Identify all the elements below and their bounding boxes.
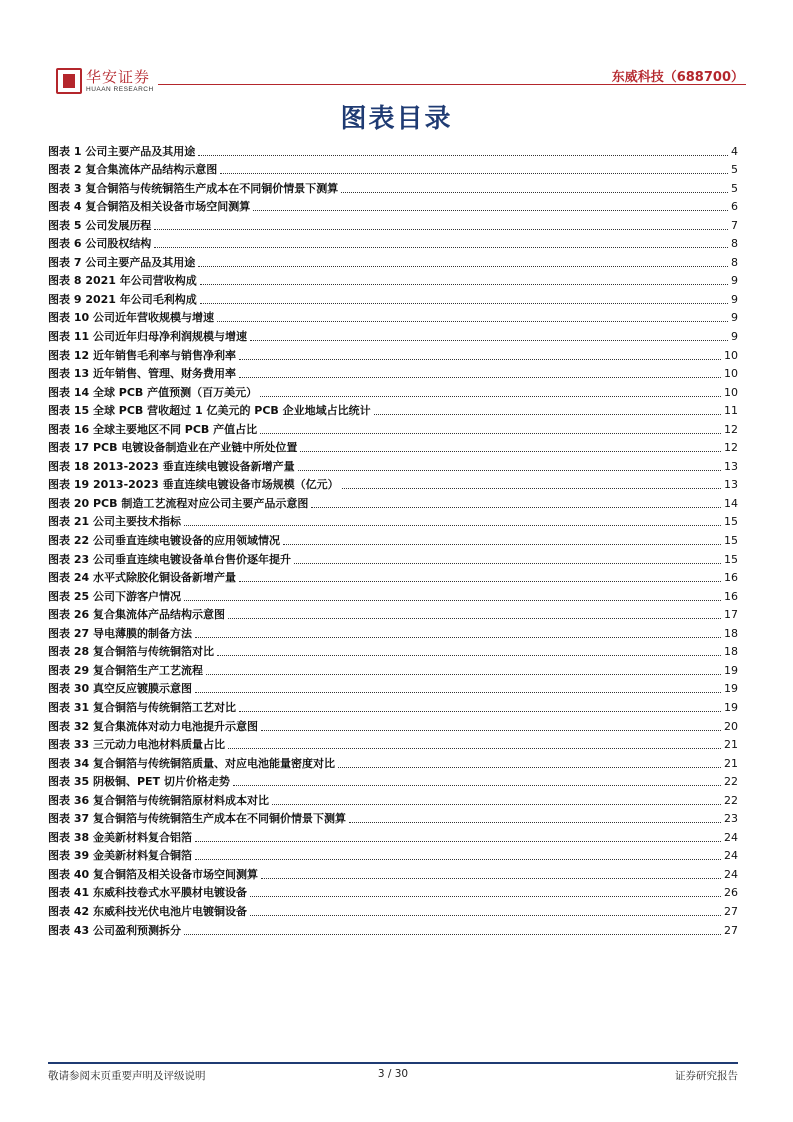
toc-dot-leader xyxy=(198,155,728,156)
toc-entry[interactable] xyxy=(48,214,738,233)
toc-dot-leader xyxy=(233,785,721,786)
toc-entry-label[interactable]: 图表 8 2021 年公司营收构成 xyxy=(48,274,197,288)
toc-entry[interactable] xyxy=(48,678,738,697)
toc-entry-page[interactable]: 14 xyxy=(724,496,738,510)
toc-entry-label[interactable]: 图表 32 复合集流体对动力电池提升示意图 xyxy=(48,719,258,733)
huaan-logo-icon xyxy=(56,68,82,94)
toc-dot-leader xyxy=(195,841,721,842)
toc-entry[interactable] xyxy=(48,344,738,363)
toc-entry[interactable] xyxy=(48,288,738,307)
toc-entry-page[interactable]: 18 xyxy=(724,626,738,640)
toc-entry-label[interactable]: 图表 22 公司垂直连续电镀设备的应用领域情况 xyxy=(48,534,280,548)
toc-entry-page[interactable]: 22 xyxy=(724,793,738,807)
toc-entry-label[interactable]: 图表 36 复合铜箔与传统铜箔原材料成本对比 xyxy=(48,793,269,807)
toc-entry-page[interactable]: 15 xyxy=(724,515,738,529)
toc-entry-label[interactable]: 图表 30 真空反应镀膜示意图 xyxy=(48,682,192,696)
toc-entry[interactable] xyxy=(48,140,738,159)
toc-entry-label[interactable]: 图表 42 东威科技光伏电池片电镀铜设备 xyxy=(48,904,247,918)
toc-entry-label[interactable]: 图表 4 复合铜箔及相关设备市场空间测算 xyxy=(48,200,251,214)
toc-dot-leader xyxy=(298,470,721,471)
toc-dot-leader xyxy=(184,525,721,526)
toc-entry-page[interactable]: 12 xyxy=(724,441,738,455)
toc-entry-label[interactable]: 图表 41 东威科技卷式水平膜材电镀设备 xyxy=(48,886,247,900)
toc-dot-leader xyxy=(239,711,721,712)
toc-entry-page[interactable]: 20 xyxy=(724,719,738,733)
toc-entry[interactable] xyxy=(48,789,738,808)
toc-entry-label[interactable]: 图表 38 金美新材料复合铝箔 xyxy=(48,830,192,844)
toc-entry-label[interactable]: 图表 17 PCB 电镀设备制造业在产业链中所处位置 xyxy=(48,441,298,455)
toc-entry-label[interactable]: 图表 25 公司下游客户情况 xyxy=(48,589,181,603)
toc-dot-leader xyxy=(206,674,721,675)
toc-dot-leader xyxy=(261,878,721,879)
toc-dot-leader xyxy=(294,563,721,564)
toc-entry[interactable] xyxy=(48,270,738,289)
toc-dot-leader xyxy=(250,340,728,341)
toc-dot-leader xyxy=(311,507,721,508)
toc-dot-leader xyxy=(260,433,721,434)
toc-entry[interactable] xyxy=(48,251,738,270)
toc-entry-page[interactable]: 23 xyxy=(724,812,738,826)
toc-entry[interactable] xyxy=(48,437,738,456)
toc-entry-label[interactable]: 图表 34 复合铜箔与传统铜箔质量、对应电池能量密度对比 xyxy=(48,756,335,770)
toc-entry-page[interactable]: 15 xyxy=(724,534,738,548)
toc-entry[interactable] xyxy=(48,863,738,882)
toc-entry-label[interactable]: 图表 10 公司近年营收规模与增速 xyxy=(48,311,214,325)
toc-entry[interactable] xyxy=(48,159,738,178)
toc-dot-leader xyxy=(200,284,728,285)
toc-dot-leader xyxy=(217,655,721,656)
toc-dot-leader xyxy=(261,730,721,731)
toc-entry-page[interactable]: 24 xyxy=(724,849,738,863)
toc-entry[interactable] xyxy=(48,604,738,623)
toc-entry-label[interactable]: 图表 1 公司主要产品及其用途 xyxy=(48,144,196,158)
toc-entry-page[interactable]: 9 xyxy=(731,330,738,344)
toc-dot-leader xyxy=(217,321,728,322)
toc-entry[interactable] xyxy=(48,734,738,753)
toc-dot-leader xyxy=(272,804,721,805)
toc-entry-page[interactable]: 24 xyxy=(724,867,738,881)
toc-entry-label[interactable]: 图表 28 复合铜箔与传统铜箔对比 xyxy=(48,645,214,659)
toc-entry[interactable] xyxy=(48,641,738,660)
toc-entry[interactable] xyxy=(48,659,738,678)
toc-entry-page[interactable]: 17 xyxy=(724,608,738,622)
toc-entry-label[interactable]: 图表 33 三元动力电池材料质量占比 xyxy=(48,738,225,752)
toc-entry-page[interactable]: 16 xyxy=(724,571,738,585)
toc-entry-label[interactable]: 图表 24 水平式除胶化铜设备新增产量 xyxy=(48,571,236,585)
toc-entry-label[interactable]: 图表 3 复合铜箔与传统铜箔生产成本在不同铜价情景下测算 xyxy=(48,181,339,195)
toc-entry-label[interactable]: 图表 9 2021 年公司毛利构成 xyxy=(48,292,197,306)
toc-entry-page[interactable]: 19 xyxy=(724,700,738,714)
toc-entry-page[interactable]: 6 xyxy=(731,200,738,214)
toc-dot-leader xyxy=(253,210,728,211)
toc-entry-page[interactable]: 10 xyxy=(724,385,738,399)
toc-entry[interactable] xyxy=(48,715,738,734)
toc-dot-leader xyxy=(239,581,721,582)
toc-entry-page[interactable]: 18 xyxy=(724,645,738,659)
toc-dot-leader xyxy=(342,488,721,489)
toc-dot-leader xyxy=(198,266,728,267)
toc-dot-leader xyxy=(250,915,721,916)
toc-entry-page[interactable]: 8 xyxy=(731,255,738,269)
toc-entry[interactable] xyxy=(48,325,738,344)
toc-entry-label[interactable]: 图表 2 复合集流体产品结构示意图 xyxy=(48,163,218,177)
toc-entry-label[interactable]: 图表 29 复合铜箔生产工艺流程 xyxy=(48,663,203,677)
toc-entry[interactable] xyxy=(48,585,738,604)
toc-entry[interactable] xyxy=(48,882,738,901)
toc-dot-leader xyxy=(228,618,721,619)
toc-entry-label[interactable]: 图表 39 金美新材料复合铜箔 xyxy=(48,849,192,863)
toc-entry[interactable] xyxy=(48,363,738,382)
toc-entry-label[interactable]: 图表 35 阴极铜、PET 切片价格走势 xyxy=(48,775,230,789)
toc-entry[interactable] xyxy=(48,177,738,196)
toc-entry[interactable] xyxy=(48,622,738,641)
page-number: 3 / 30 xyxy=(377,1068,409,1080)
toc-entry-page[interactable]: 9 xyxy=(731,274,738,288)
toc-entry-page[interactable]: 19 xyxy=(724,663,738,677)
toc-entry-label[interactable]: 图表 16 全球主要地区不同 PCB 产值占比 xyxy=(48,422,258,436)
toc-entry-label[interactable]: 图表 43 公司盈利预测拆分 xyxy=(48,923,181,937)
toc-entry[interactable] xyxy=(48,771,738,790)
toc-entry[interactable] xyxy=(48,492,738,511)
toc-entry-page[interactable]: 21 xyxy=(724,756,738,770)
toc-entry-label[interactable]: 图表 7 公司主要产品及其用途 xyxy=(48,255,196,269)
company-ticker: 东威科技（688700） xyxy=(611,70,744,85)
toc-entry[interactable] xyxy=(48,900,738,919)
toc-entry[interactable] xyxy=(48,455,738,474)
toc-entry-label[interactable]: 图表 13 近年销售、管理、财务费用率 xyxy=(48,367,236,381)
toc-entry-label[interactable]: 图表 26 复合集流体产品结构示意图 xyxy=(48,608,225,622)
toc-entry-page[interactable]: 12 xyxy=(724,422,738,436)
footer-divider xyxy=(48,1062,738,1064)
toc-dot-leader xyxy=(338,767,721,768)
toc-entry-page[interactable]: 11 xyxy=(724,404,738,418)
toc-dot-leader xyxy=(300,451,721,452)
toc-entry[interactable] xyxy=(48,474,738,493)
toc-dot-leader xyxy=(341,192,728,193)
toc-entry-page[interactable]: 5 xyxy=(731,181,738,195)
toc-entry-page[interactable]: 19 xyxy=(724,682,738,696)
toc-entry-label[interactable]: 图表 23 公司垂直连续电镀设备单台售价逐年提升 xyxy=(48,552,291,566)
toc-entry[interactable] xyxy=(48,196,738,215)
toc-entry-label[interactable]: 图表 19 2013-2023 垂直连续电镀设备市场规模（亿元） xyxy=(48,478,339,492)
toc-dot-leader xyxy=(154,247,728,248)
toc-entry[interactable] xyxy=(48,511,738,530)
toc-dot-leader xyxy=(250,896,721,897)
toc-entry-page[interactable]: 15 xyxy=(724,552,738,566)
toc-dot-leader xyxy=(154,229,728,230)
toc-dot-leader xyxy=(239,377,721,378)
toc-dot-leader xyxy=(349,822,721,823)
toc-dot-leader xyxy=(228,748,721,749)
toc-entry-page[interactable]: 9 xyxy=(731,292,738,306)
toc-dot-leader xyxy=(374,414,721,415)
toc-entry[interactable] xyxy=(48,307,738,326)
toc-entry-page[interactable]: 21 xyxy=(724,738,738,752)
page-title: 图表目录 xyxy=(340,104,453,134)
table-of-figures xyxy=(48,140,738,938)
toc-entry-page[interactable]: 24 xyxy=(724,830,738,844)
toc-dot-leader xyxy=(220,173,728,174)
toc-entry-page[interactable]: 4 xyxy=(731,144,738,158)
toc-entry[interactable] xyxy=(48,418,738,437)
toc-entry-page[interactable]: 26 xyxy=(724,886,738,900)
toc-dot-leader xyxy=(283,544,721,545)
toc-dot-leader xyxy=(195,692,721,693)
toc-entry-label[interactable]: 图表 5 公司发展历程 xyxy=(48,218,152,232)
toc-entry-page[interactable]: 10 xyxy=(724,348,738,362)
toc-entry-label[interactable]: 图表 31 复合铜箔与传统铜箔工艺对比 xyxy=(48,700,236,714)
toc-dot-leader xyxy=(195,859,721,860)
toc-entry[interactable] xyxy=(48,529,738,548)
toc-entry-label[interactable]: 图表 20 PCB 制造工艺流程对应公司主要产品示意图 xyxy=(48,496,309,510)
toc-dot-leader xyxy=(260,396,721,397)
toc-entry-label[interactable]: 图表 6 公司股权结构 xyxy=(48,237,152,251)
toc-entry-label[interactable]: 图表 11 公司近年归母净利润规模与增速 xyxy=(48,330,247,344)
toc-entry-page[interactable]: 13 xyxy=(724,478,738,492)
toc-entry-label[interactable]: 图表 37 复合铜箔与传统铜箔生产成本在不同铜价情景下测算 xyxy=(48,812,346,826)
disclaimer-note: 敬请参阅末页重要声明及评级说明 xyxy=(48,1070,206,1082)
toc-entry[interactable] xyxy=(48,567,738,586)
toc-dot-leader xyxy=(184,600,721,601)
report-type: 证券研究报告 xyxy=(675,1070,738,1082)
toc-entry-label[interactable]: 图表 27 导电薄膜的制备方法 xyxy=(48,626,192,640)
toc-entry[interactable] xyxy=(48,233,738,252)
toc-entry[interactable] xyxy=(48,919,738,938)
toc-entry-page[interactable]: 10 xyxy=(724,367,738,381)
toc-entry-label[interactable]: 图表 21 公司主要技术指标 xyxy=(48,515,181,529)
toc-dot-leader xyxy=(200,303,728,304)
toc-entry[interactable] xyxy=(48,381,738,400)
toc-entry-page[interactable]: 9 xyxy=(731,311,738,325)
toc-entry-label[interactable]: 图表 14 全球 PCB 产值预测（百万美元） xyxy=(48,385,258,399)
toc-entry-page[interactable]: 27 xyxy=(724,904,738,918)
toc-entry[interactable] xyxy=(48,752,738,771)
toc-entry[interactable] xyxy=(48,808,738,827)
toc-entry-label[interactable]: 图表 12 近年销售毛利率与销售净利率 xyxy=(48,348,236,362)
toc-entry-page[interactable]: 13 xyxy=(724,459,738,473)
toc-entry-page[interactable]: 16 xyxy=(724,589,738,603)
toc-dot-leader xyxy=(184,934,721,935)
toc-entry-label[interactable]: 图表 18 2013-2023 垂直连续电镀设备新增产量 xyxy=(48,459,295,473)
toc-entry-page[interactable]: 7 xyxy=(731,218,738,232)
toc-entry-label[interactable]: 图表 15 全球 PCB 营收超过 1 亿美元的 PCB 企业地域占比统计 xyxy=(48,404,371,418)
toc-dot-leader xyxy=(195,637,721,638)
toc-dot-leader xyxy=(239,359,721,360)
toc-entry-label[interactable]: 图表 40 复合铜箔及相关设备市场空间测算 xyxy=(48,867,258,881)
logo-english: HUAAN RESEARCH xyxy=(86,86,154,93)
toc-entry-page[interactable]: 22 xyxy=(724,775,738,789)
toc-entry-page[interactable]: 27 xyxy=(724,923,738,937)
toc-entry-page[interactable]: 5 xyxy=(731,163,738,177)
toc-entry[interactable] xyxy=(48,400,738,419)
toc-entry[interactable] xyxy=(48,696,738,715)
toc-entry[interactable] xyxy=(48,826,738,845)
logo-chinese: 华安证券 xyxy=(86,68,151,86)
toc-entry[interactable] xyxy=(48,845,738,864)
toc-entry[interactable] xyxy=(48,548,738,567)
toc-entry-page[interactable]: 8 xyxy=(731,237,738,251)
